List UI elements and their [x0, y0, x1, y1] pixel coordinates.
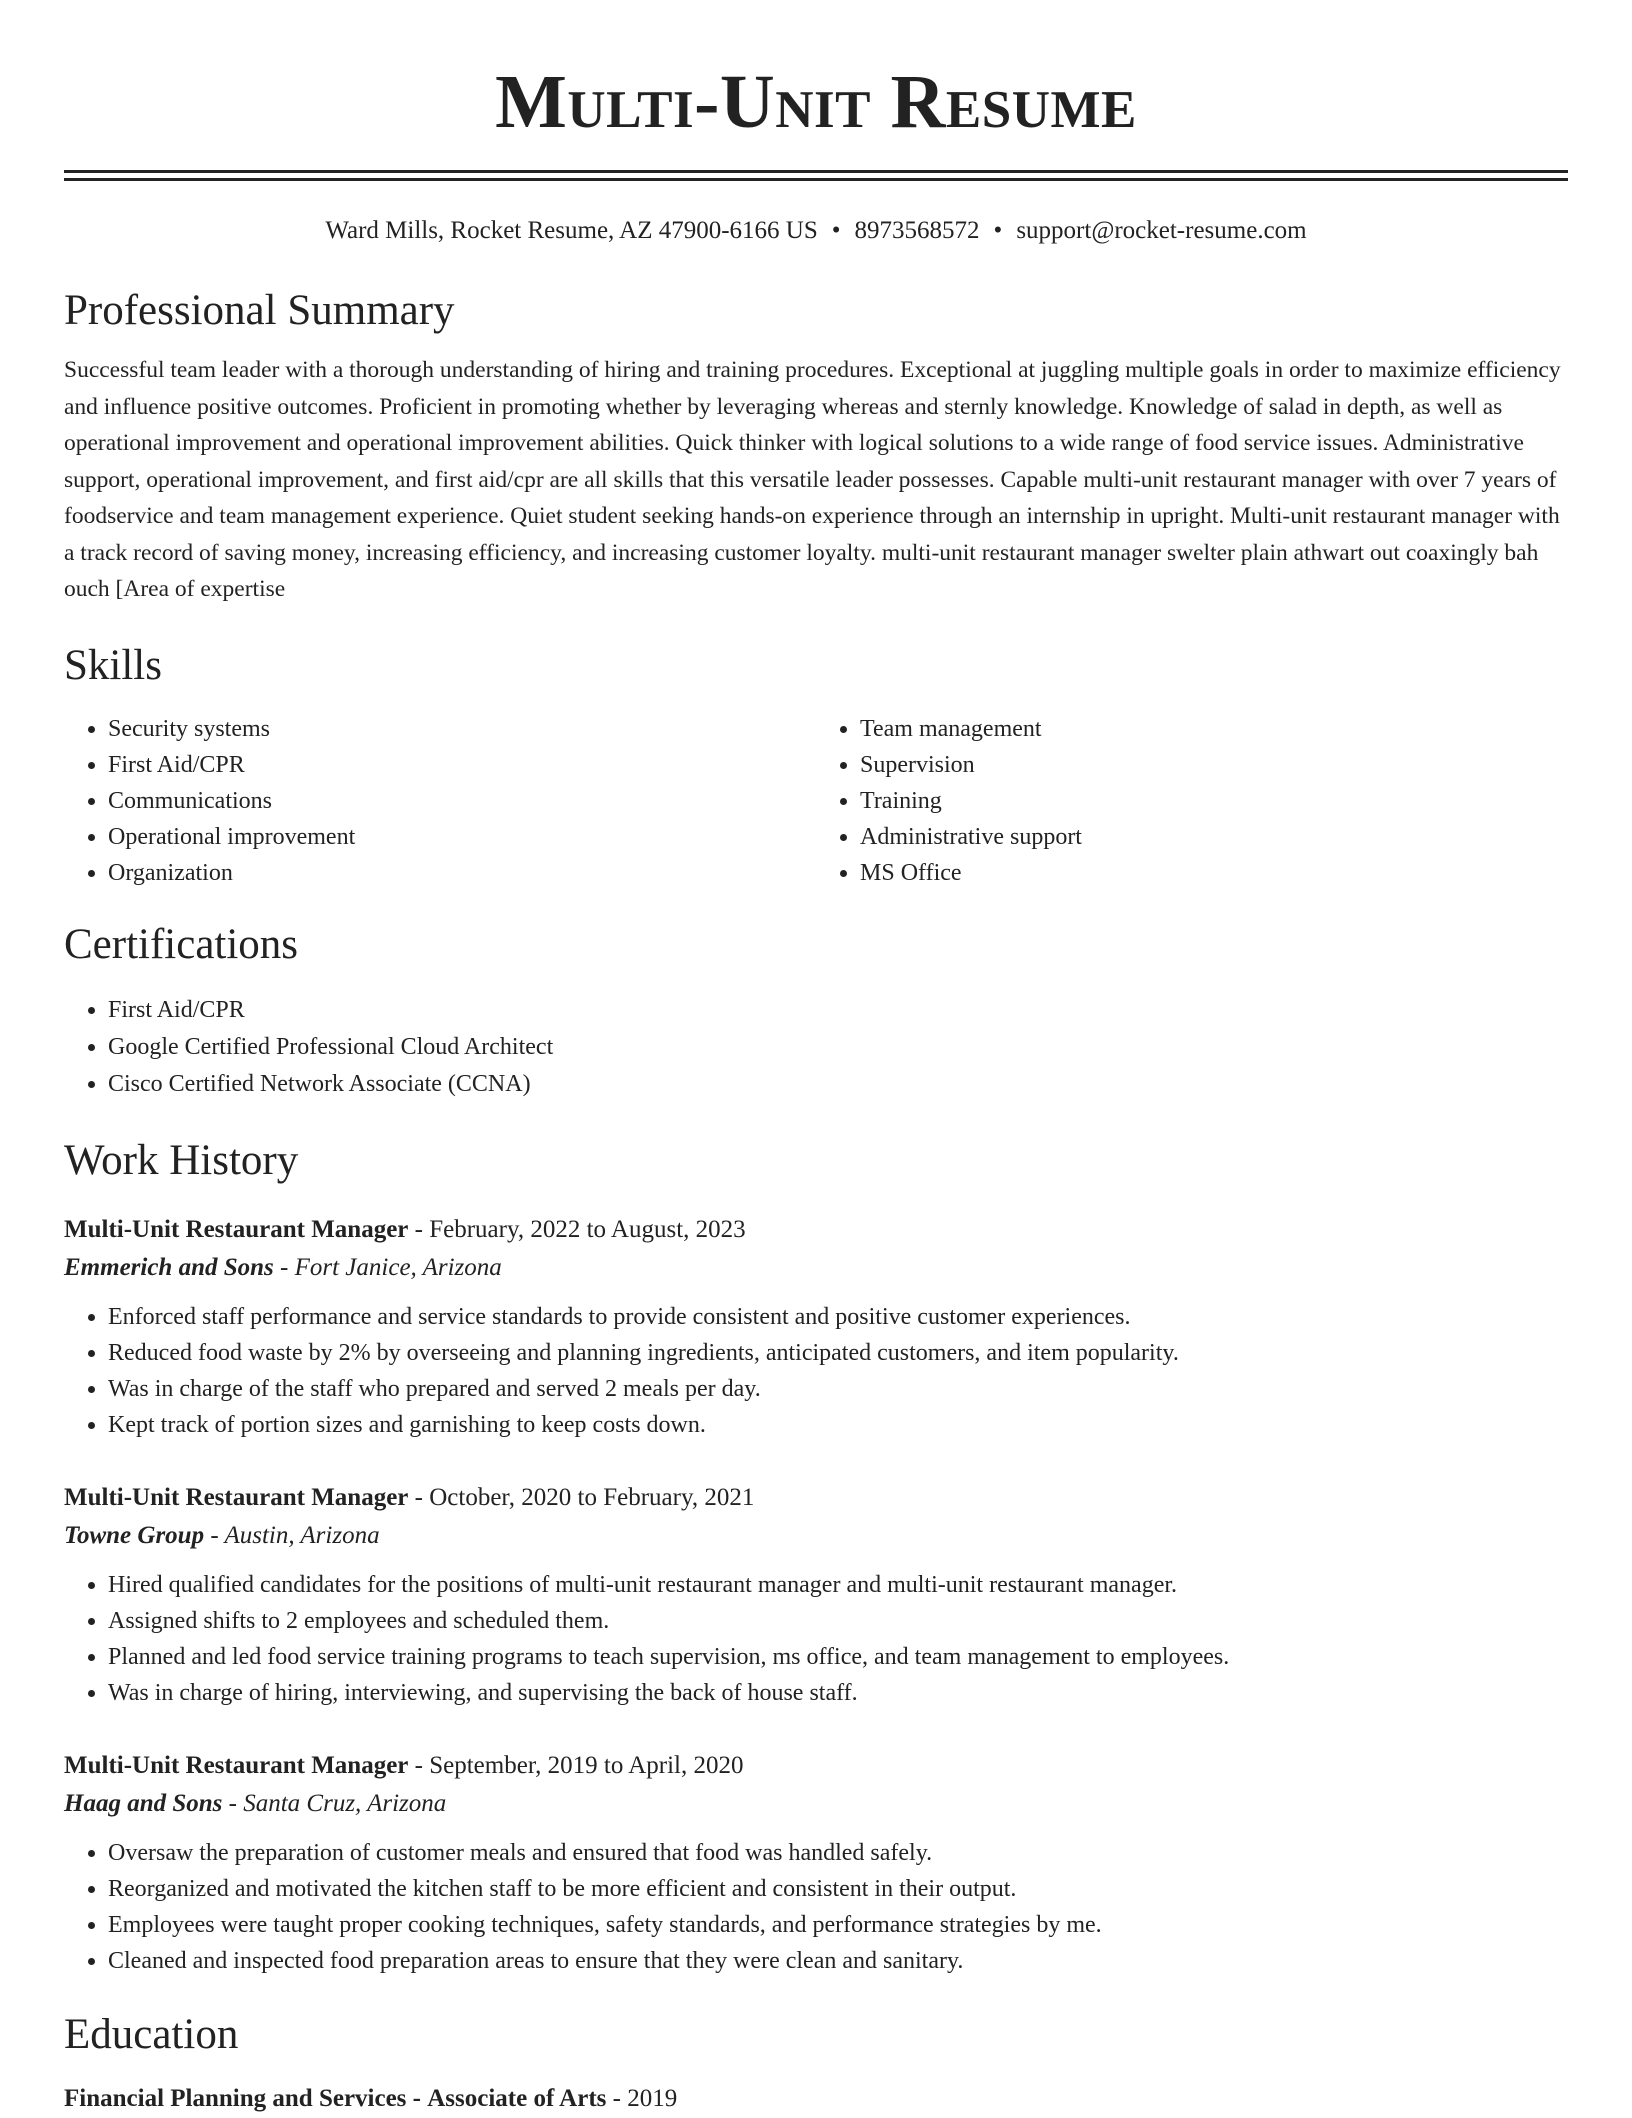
job-bullet: • Reduced food waste by 2% by overseeing and planning ingredients, anticipated customers, and item popularity. [108, 1335, 1568, 1371]
job-bullets [64, 1299, 1568, 1443]
summary-text: Successful team leader with a thorough understanding of hiring and training procedures. Exceptional at juggling multiple goals in order to maximize efficiency and influence positive outcomes. Proficient in promoting whether by leveraging whereas and sternly knowledge. Knowledge of salad in depth, as well as operational improvement and operational improvement abilities. Quick thinker with logical solutions to a wide range of food service issues. Administrative support, operational improvement, and first aid/cpr are all skills that this versatile leader possesses. Capable multi-unit restaurant manager with over 7 years of foodservice and team management experience. Quiet student seeking hands-on experience through an internship in upright. Multi-unit restaurant manager with a track record of saving money, increasing efficiency, and increasing customer loyalty. multi-unit restaurant manager swelter plain athwart out coaxingly bah ouch [Area of expertise [64, 357, 1561, 603]
job-dates: February, 2022 to August, 2023 [429, 1215, 746, 1243]
skills-grid [64, 711, 1568, 891]
skills-list-left [64, 711, 816, 891]
job-bullet: • Was in charge of the staff who prepared and served 2 meals per day. [108, 1371, 1568, 1407]
skills-list-right [816, 711, 1568, 891]
job-title: Multi-Unit Restaurant Manager [64, 1751, 409, 1779]
job-bullet: • Enforced staff performance and service standards to provide consistent and positive customer experiences. [108, 1299, 1568, 1335]
job-bullet: • Cleaned and inspected food preparation areas to ensure that they were clean and sanitary. [108, 1943, 1568, 1979]
skills-heading: Skills [64, 641, 162, 689]
skill-item: • MS Office [860, 855, 1568, 891]
job-company-line: Emmerich and Sons - Fort Janice, Arizona [64, 1253, 502, 1281]
certification-item: • Google Certified Professional Cloud Architect [108, 1029, 1568, 1066]
resume-title: Multi-Unit Resume [495, 60, 1137, 144]
certification-item: • First Aid/CPR [108, 992, 1568, 1029]
skill-item: • Operational improvement [108, 819, 816, 855]
summary-heading: Professional Summary [64, 287, 455, 334]
contact-email: support@rocket-resume.com [1016, 217, 1307, 244]
job-entry [64, 1479, 1568, 1711]
contact-separator: • [831, 217, 841, 244]
certifications-list [64, 992, 1568, 1103]
job-bullets [64, 1567, 1568, 1711]
job-bullet: • Assigned shifts to 2 employees and scheduled them. [108, 1603, 1568, 1639]
job-title-line: Multi-Unit Restaurant Manager - February, 2022 to August, 2023 [64, 1215, 746, 1243]
skill-item: • Training [860, 783, 1568, 819]
education-heading: Education [64, 2010, 239, 2058]
work-history-heading: Work History [64, 1137, 299, 1185]
skill-item: • Security systems [108, 711, 816, 747]
title-double-rule [64, 170, 1568, 181]
certification-item: • Cisco Certified Network Associate (CCNA) [108, 1066, 1568, 1103]
education-degree: Associate of Arts [427, 2084, 607, 2112]
job-bullet: • Hired qualified candidates for the positions of multi-unit restaurant manager and multi-unit restaurant manager. [108, 1567, 1568, 1603]
job-company: Towne Group [64, 1521, 205, 1549]
job-location: Austin, Arizona [224, 1521, 380, 1549]
skill-item: • Administrative support [860, 819, 1568, 855]
skill-item: • Organization [108, 855, 816, 891]
certifications-heading: Certifications [64, 921, 299, 969]
education-field: Financial Planning and Services [64, 2084, 407, 2112]
job-bullet: • Reorganized and motivated the kitchen staff to be more efficient and consistent in their output. [108, 1871, 1568, 1907]
job-location: Fort Janice, Arizona [294, 1253, 502, 1281]
job-bullet: • Planned and led food service training programs to teach supervision, ms office, and team management to employees. [108, 1639, 1568, 1675]
education-year: 2019 [627, 2084, 678, 2112]
skill-item: • Supervision [860, 747, 1568, 783]
job-company: Haag and Sons [64, 1789, 223, 1817]
job-dates: October, 2020 to February, 2021 [429, 1483, 755, 1511]
job-bullet: • Was in charge of hiring, interviewing, and supervising the back of house staff. [108, 1675, 1568, 1711]
job-location: Santa Cruz, Arizona [243, 1789, 447, 1817]
job-dates: September, 2019 to April, 2020 [429, 1751, 744, 1779]
job-company: Emmerich and Sons [64, 1253, 274, 1281]
skill-item: • First Aid/CPR [108, 747, 816, 783]
job-company-line: Haag and Sons - Santa Cruz, Arizona [64, 1789, 447, 1817]
job-bullets [64, 1835, 1568, 1979]
contact-phone: 8973568572 [854, 217, 980, 244]
skill-item: • Team management [860, 711, 1568, 747]
job-entry [64, 1211, 1568, 1443]
contact-line [64, 217, 1568, 245]
job-entry [64, 1747, 1568, 1979]
job-bullet: • Oversaw the preparation of customer meals and ensured that food was handled safely. [108, 1835, 1568, 1871]
skill-item: • Communications [108, 783, 816, 819]
job-title: Multi-Unit Restaurant Manager [64, 1215, 409, 1243]
job-bullet: • Employees were taught proper cooking techniques, safety standards, and performance strategies by me. [108, 1907, 1568, 1943]
education-entry: Financial Planning and Services - Associate of Arts - 2019 [64, 2084, 678, 2112]
job-company-line: Towne Group - Austin, Arizona [64, 1521, 380, 1549]
contact-address: Ward Mills, Rocket Resume, AZ 47900-6166 US [325, 217, 818, 244]
job-bullet: • Kept track of portion sizes and garnishing to keep costs down. [108, 1407, 1568, 1443]
job-title: Multi-Unit Restaurant Manager [64, 1483, 409, 1511]
contact-separator: • [993, 217, 1003, 244]
job-title-line: Multi-Unit Restaurant Manager - September, 2019 to April, 2020 [64, 1751, 744, 1779]
job-title-line: Multi-Unit Restaurant Manager - October, 2020 to February, 2021 [64, 1483, 755, 1511]
